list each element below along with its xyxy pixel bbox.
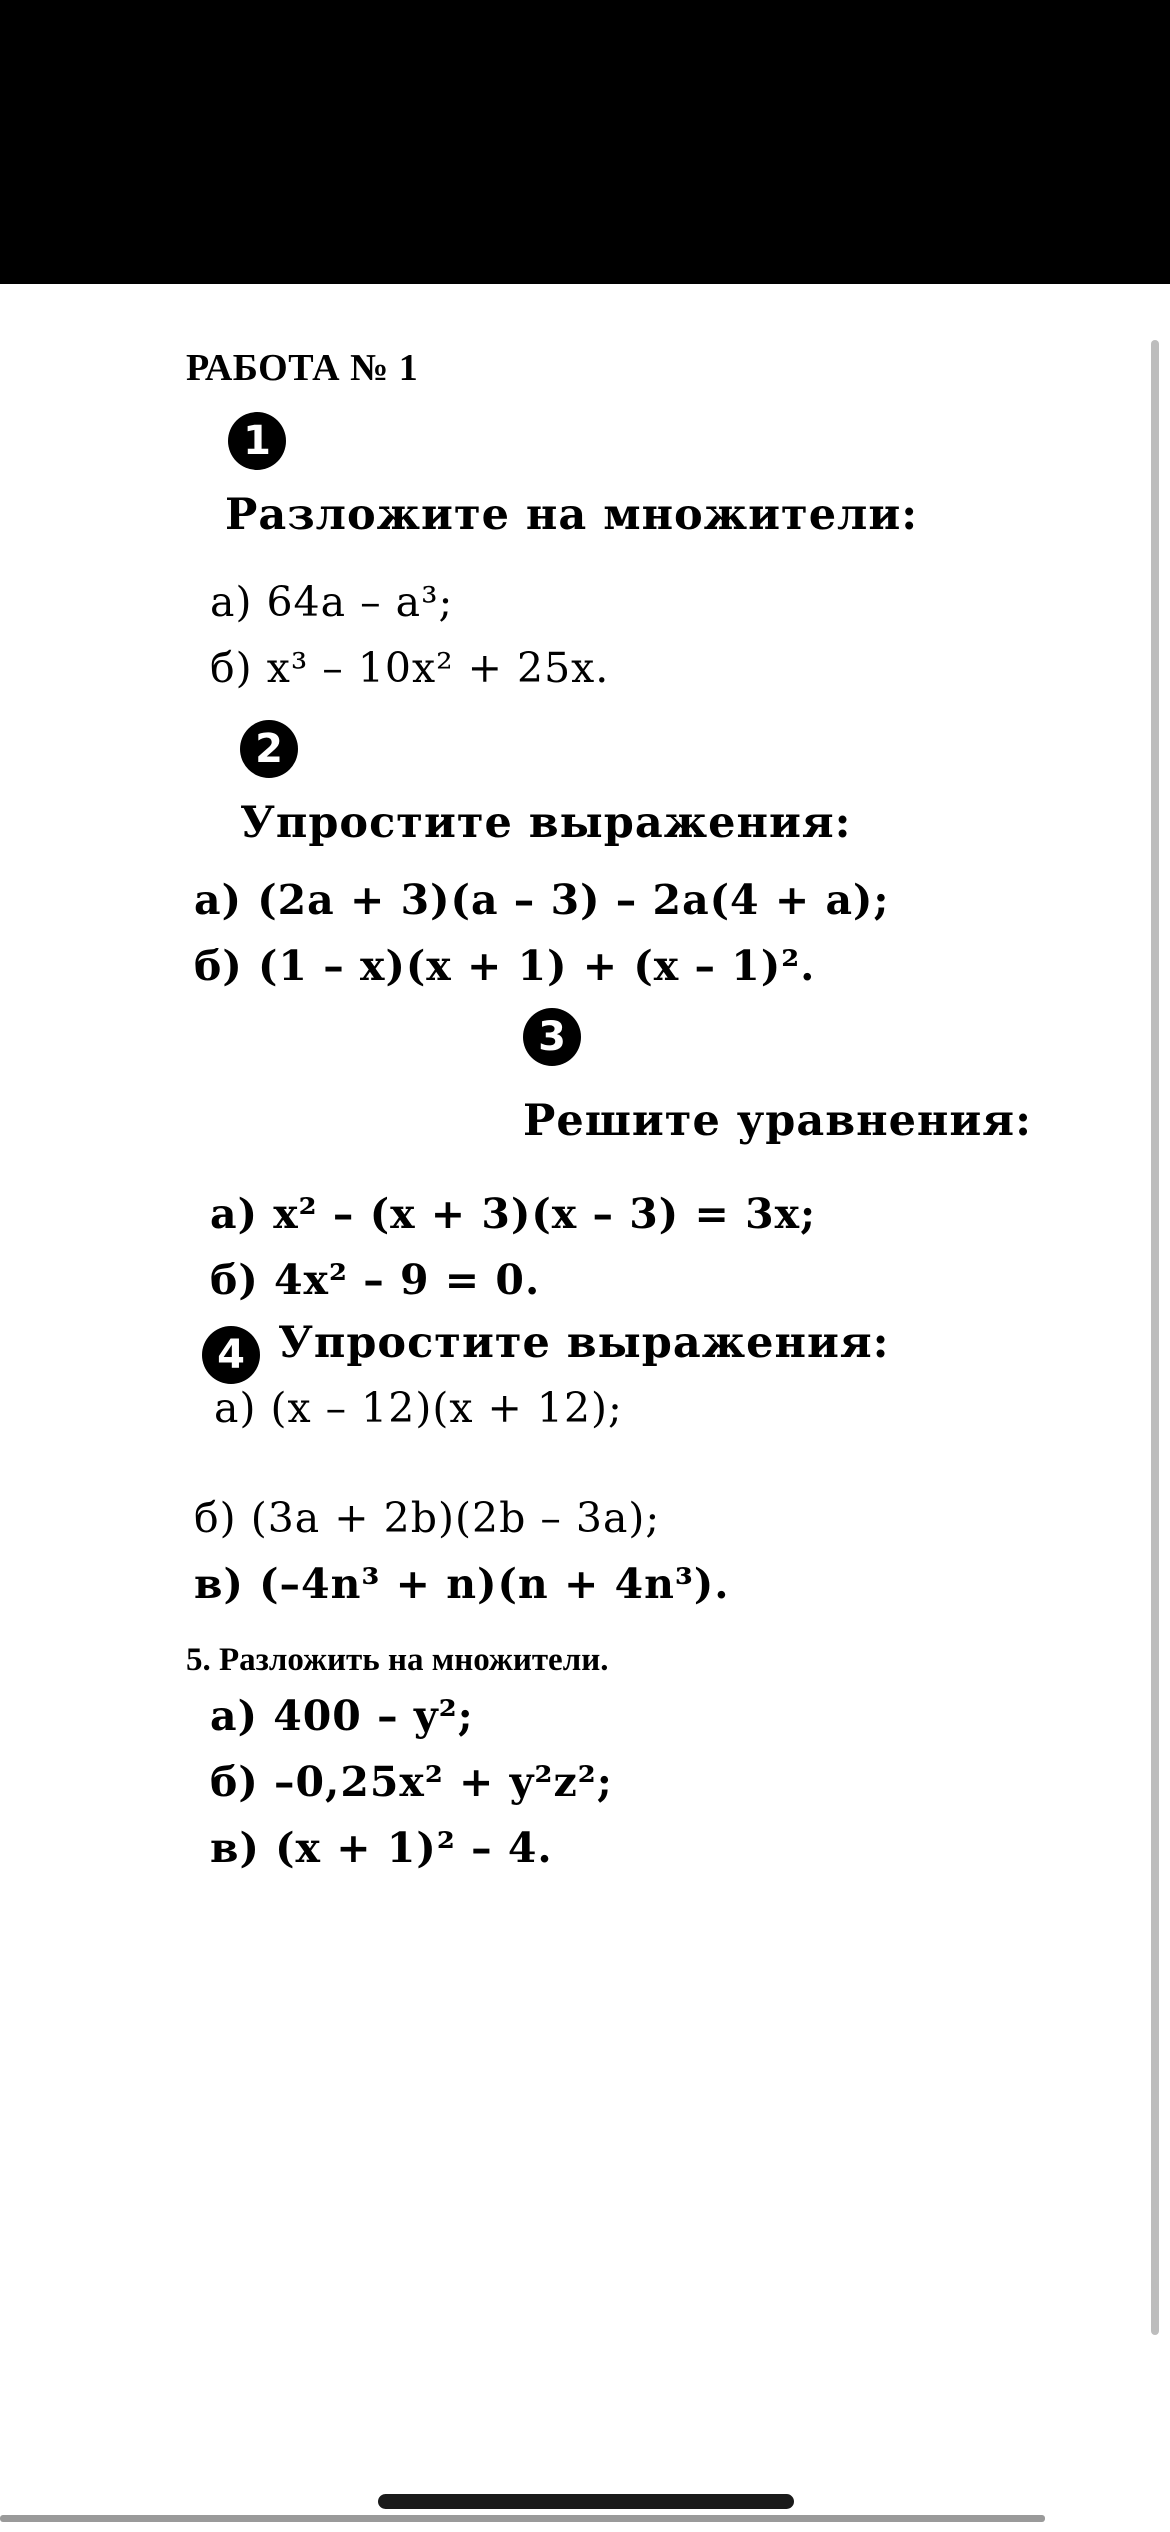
task3-item-b: б) 4x² – 9 = 0.: [210, 1256, 541, 1304]
document-image: [0, 284, 1170, 2532]
task3-item-a: а) x² – (x + 3)(x – 3) = 3x;: [210, 1190, 817, 1238]
task2-item-b: б) (1 – x)(x + 1) + (x – 1)².: [194, 942, 816, 990]
task2-number-badge: 2: [240, 720, 298, 778]
task4-number-badge: 4: [202, 1326, 260, 1384]
task4-item-b: б) (3a + 2b)(2b – 3a);: [194, 1494, 661, 1542]
page-title: РАБОТА № 1: [186, 347, 419, 389]
task1-item-b: б) x³ – 10x² + 25x.: [210, 644, 610, 692]
task4-heading: Упростите выражения:: [278, 1318, 890, 1368]
task5-item-c: в) (x + 1)² – 4.: [210, 1824, 553, 1872]
task1-item-a: а) 64a – a³;: [210, 578, 454, 626]
vertical-scrollbar[interactable]: [1151, 340, 1159, 2335]
task4-item-a: а) (x – 12)(x + 12);: [214, 1384, 623, 1432]
task5-item-b: б) –0,25x² + y²z²;: [210, 1758, 613, 1806]
bottom-divider: [0, 2515, 1045, 2522]
task2-item-a: а) (2a + 3)(a – 3) – 2a(4 + a);: [194, 876, 890, 924]
task1-number-badge: 1: [228, 412, 286, 470]
home-indicator[interactable]: [378, 2494, 794, 2509]
task2-heading: Упростите выражения:: [240, 798, 852, 848]
task4-item-c: в) (–4n³ + n)(n + 4n³).: [194, 1560, 730, 1608]
task5-heading: 5. Разложить на множители.: [186, 1642, 609, 1678]
task3-heading: Решите уравнения:: [523, 1096, 1032, 1146]
black-top-area: [0, 0, 1170, 284]
task5-item-a: а) 400 – y²;: [210, 1692, 474, 1740]
task3-number-badge: 3: [523, 1008, 581, 1066]
task1-heading: Разложите на множители:: [225, 490, 919, 540]
